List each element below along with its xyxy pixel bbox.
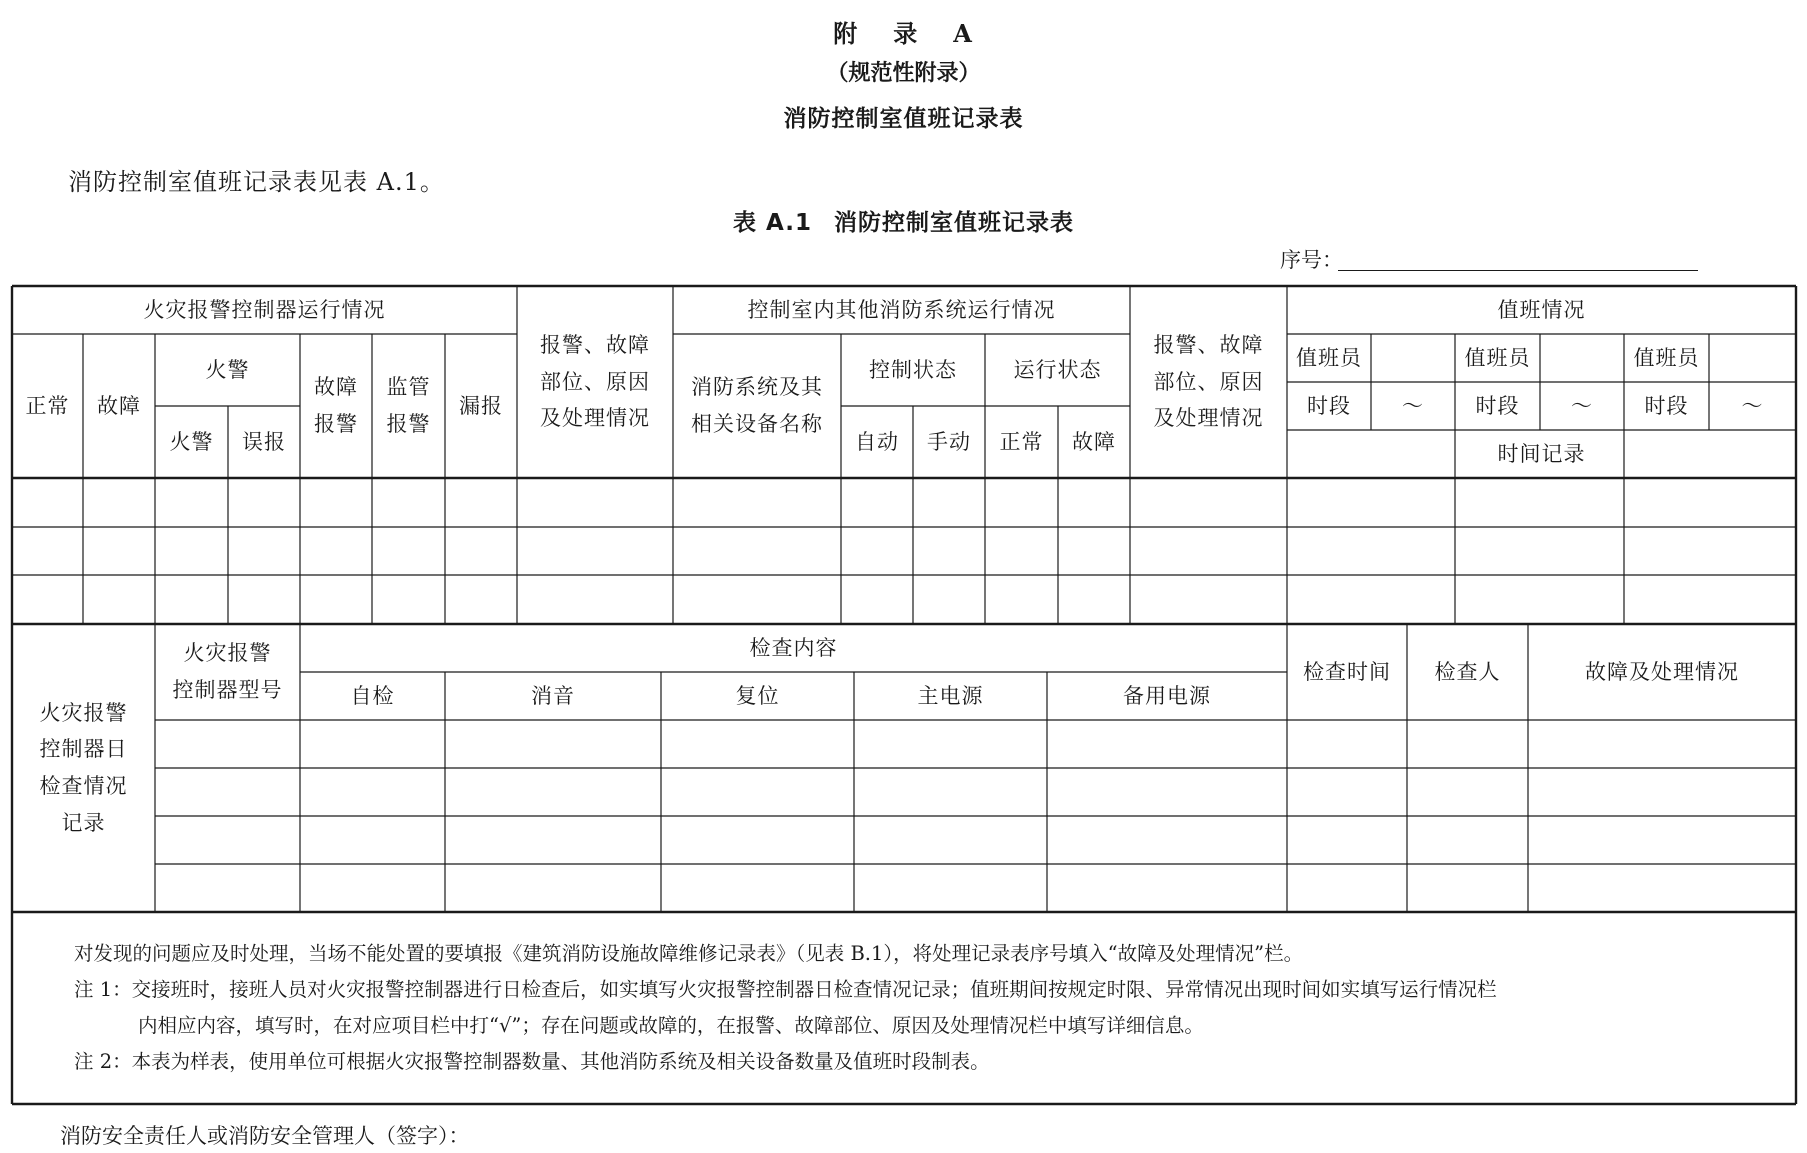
time-range-tilde: ～ (1571, 393, 1593, 418)
appendix-title: 附 录 A (833, 19, 974, 48)
run-fault-header: 故障 (1072, 429, 1116, 454)
missed-alarm-header: 漏报 (459, 393, 503, 418)
controller-model-header: 火灾报警 控制器型号 (172, 641, 283, 702)
signature-label: 消防安全责任人或消防安全管理人（签字）： (60, 1124, 470, 1148)
run-normal-header: 正常 (999, 429, 1044, 454)
control-state-header: 控制状态 (869, 357, 957, 382)
time-range-tilde: ～ (1402, 393, 1424, 418)
fire-alarm-sub-header: 火警 (169, 429, 214, 454)
other-systems-status-header: 控制室内其他消防系统运行情况 (747, 297, 1056, 322)
serial-number-field[interactable] (1338, 270, 1698, 271)
appendix-name: 消防控制室值班记录表 (783, 106, 1024, 132)
duty-staff-label: 值班员 (1464, 345, 1531, 370)
fault-header: 故障 (97, 393, 141, 418)
fire-alarm-controller-status-header: 火灾报警控制器运行情况 (143, 297, 386, 322)
table-notes (74, 936, 1784, 1080)
daily-check-section-label: 火灾报警 控制器日 检查情况 记录 (39, 700, 128, 835)
notes-line: 对发现的问题应及时处理，当场不能处置的要填报《建筑消防设施故障维修记录表》（见表 B.1），将处理记录表序号填入“故障及处理情况”栏。 (74, 942, 1304, 965)
run-state-header: 运行状态 (1013, 357, 1102, 382)
note-1: 注 1：交接班时，接班人员对火灾报警控制器进行日检查后，如实填写火灾报警控制器日检查情况记录；值班期间按规定时限、异常情况出现时间如实填写运行情况栏 (74, 978, 1497, 1001)
note-2: 注 2：本表为样表，使用单位可根据火灾报警控制器数量、其他消防系统及相关设备数量及值班时段制表。 (74, 1050, 990, 1073)
intro-text: 消防控制室值班记录表见表 A.1。 (68, 168, 445, 196)
check-content-header: 检查内容 (749, 635, 838, 660)
false-alarm-header: 误报 (242, 429, 286, 454)
duty-status-header: 值班情况 (1497, 297, 1586, 322)
serial-number-label: 序号： (1280, 248, 1343, 272)
inspector-header: 检查人 (1434, 659, 1501, 684)
time-period-label: 时段 (1307, 393, 1351, 418)
normal-header: 正常 (25, 393, 70, 418)
backup-power-header: 备用电源 (1123, 683, 1211, 708)
duty-staff-label: 值班员 (1296, 345, 1362, 370)
manual-header: 手动 (927, 429, 971, 454)
auto-header: 自动 (855, 429, 899, 454)
note-1-continued: 内相应内容，填写时，在对应项目栏中打“√”；存在问题或故障的，在报警、故障部位、原因及处理情况栏中填写详细信息。 (138, 1014, 1204, 1037)
silence-header: 消音 (531, 683, 575, 708)
self-check-header: 自检 (350, 683, 395, 708)
alarm-location-header: 报警、故障 部位、原因 及处理情况 (540, 332, 650, 431)
fault-alarm-header: 故障 报警 (314, 375, 358, 436)
reset-header: 复位 (735, 683, 780, 708)
alarm-location-header-2: 报警、故障 部位、原因 及处理情况 (1153, 332, 1264, 431)
time-range-tilde: ～ (1741, 393, 1764, 418)
system-name-header: 消防系统及其 相关设备名称 (691, 375, 823, 436)
fire-alarm-header: 火警 (205, 357, 250, 382)
table-caption: 表 A.1 消防控制室值班记录表 (733, 210, 1074, 236)
supervise-alarm-header: 监管 报警 (386, 375, 431, 436)
appendix-subtitle: （规范性附录） (826, 60, 981, 86)
duty-staff-label: 值班员 (1633, 345, 1700, 370)
fault-handling-header: 故障及处理情况 (1585, 659, 1739, 684)
time-period-label: 时段 (1644, 393, 1689, 418)
time-record-header: 时间记录 (1497, 441, 1586, 466)
check-time-header: 检查时间 (1303, 659, 1391, 684)
time-period-label: 时段 (1475, 393, 1520, 418)
main-power-header: 主电源 (917, 683, 984, 708)
